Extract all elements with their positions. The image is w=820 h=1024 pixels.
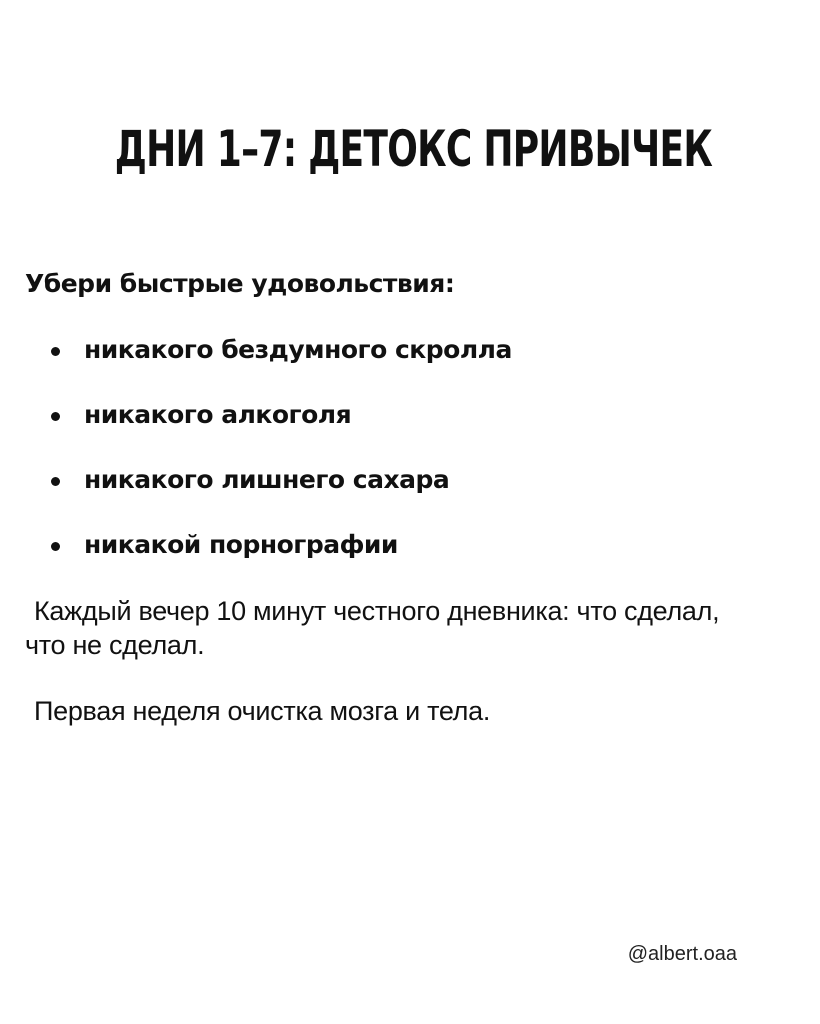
list-item-text: никакого лишнего сахара bbox=[84, 465, 450, 494]
bullet-icon bbox=[51, 477, 60, 486]
bullet-icon bbox=[51, 412, 60, 421]
bullet-icon bbox=[51, 347, 60, 356]
list-item-text: никакого алкоголя bbox=[84, 400, 352, 429]
journal-paragraph: Каждый вечер 10 минут честного дневника: что сделал, что не сделал. bbox=[25, 596, 720, 660]
author-handle: @albert.oaa bbox=[627, 943, 737, 965]
list-item-text: никакого бездумного скролла bbox=[84, 335, 512, 364]
lead-heading: Убери быстрые удовольствия: bbox=[25, 269, 455, 298]
summary-paragraph: Первая неделя очистка мозга и тела. bbox=[34, 696, 491, 726]
list-item-text: никакой порнографии bbox=[84, 530, 398, 559]
page-title: ДНИ 1–7: ДЕТОКС ПРИВЫЧЕК bbox=[114, 119, 713, 178]
bullet-icon bbox=[51, 542, 60, 551]
